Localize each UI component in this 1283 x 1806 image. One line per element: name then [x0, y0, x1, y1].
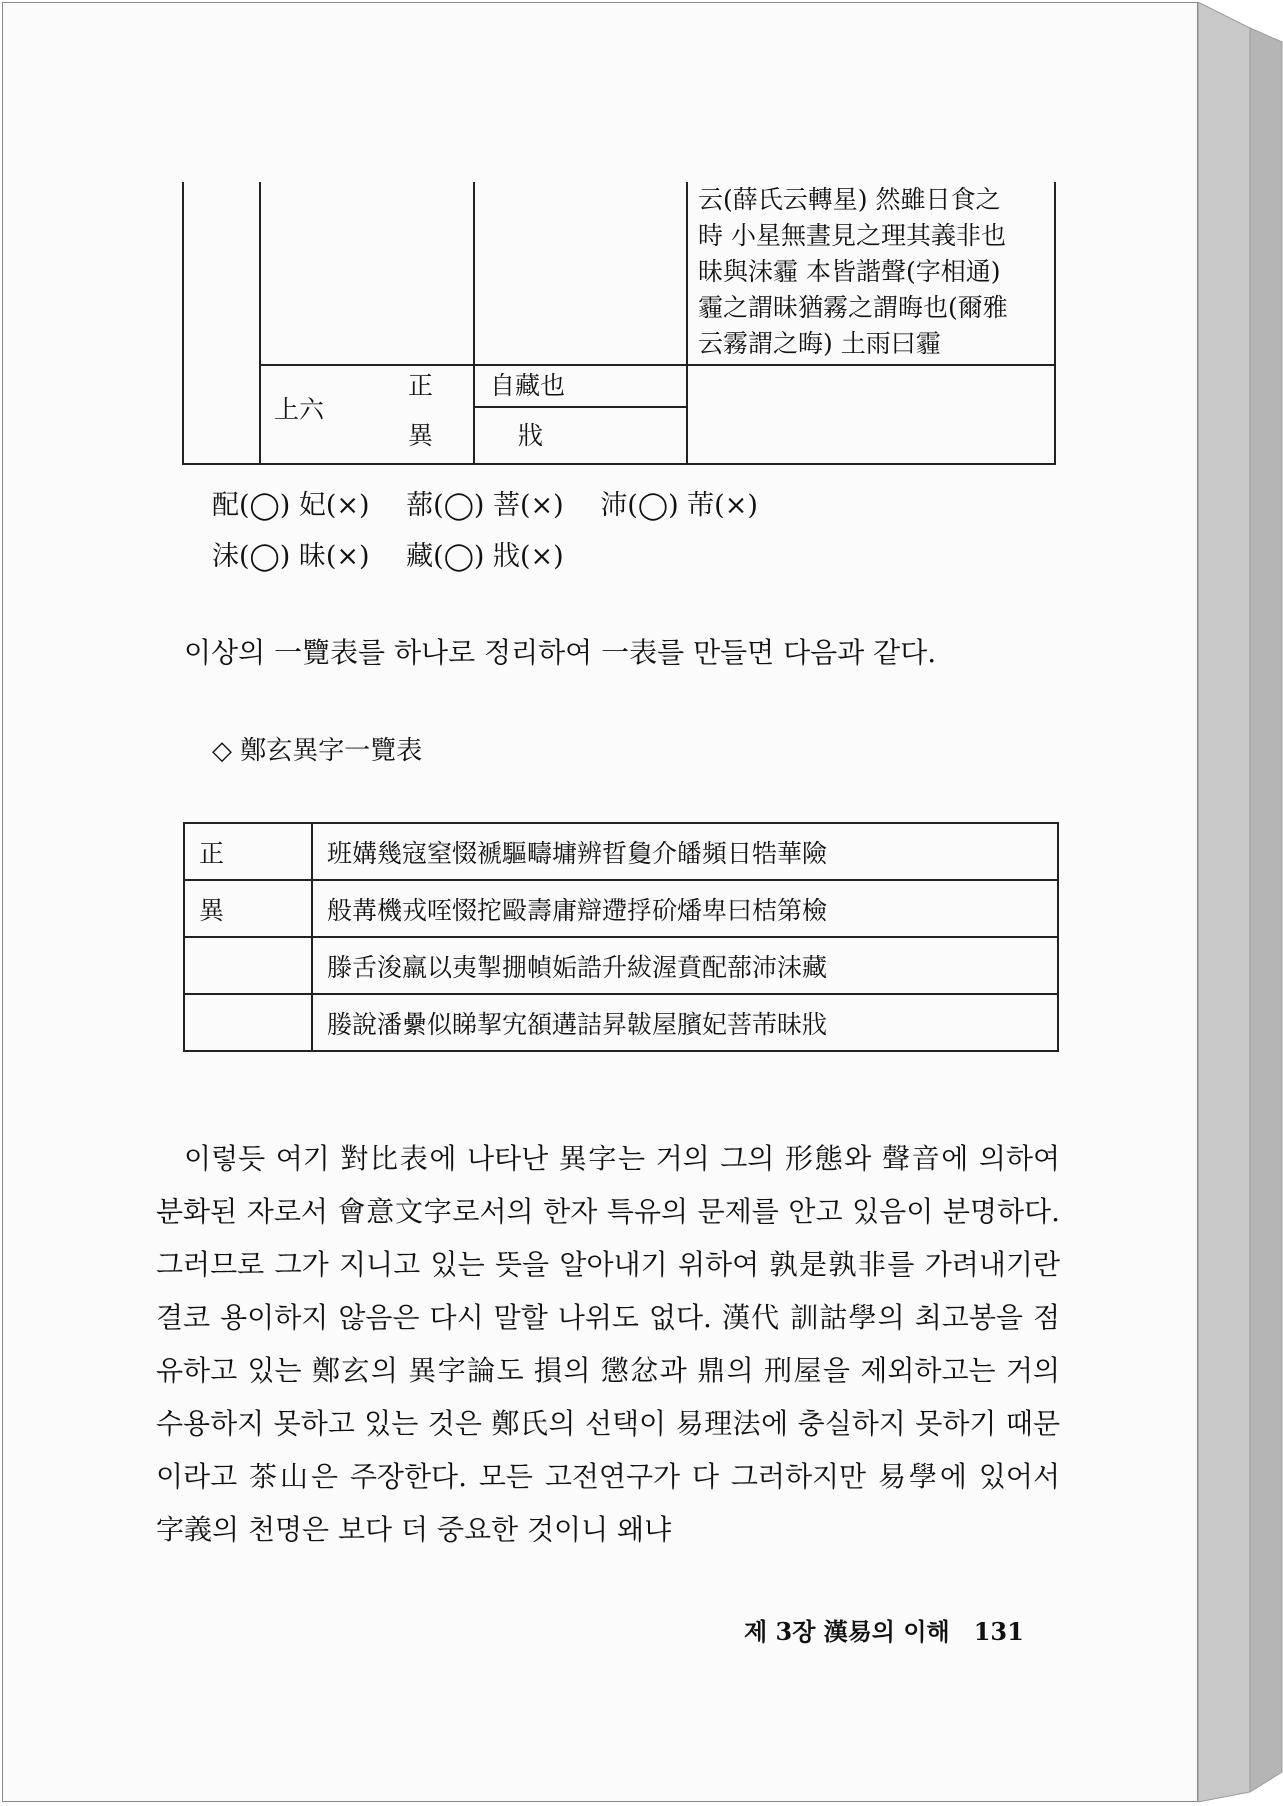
row-chars: 般冓機戎咥惙拕毆壽庸辯遰捊砎燔卑曰桔第檢: [312, 880, 1058, 937]
table-row: [184, 994, 1058, 1051]
correction-marks-line-1: [212, 483, 786, 522]
char-yi: 戕: [518, 421, 544, 450]
annotation-line: 時 小星無晝見之理其義非也: [698, 221, 1006, 250]
page-footer: [744, 1612, 1024, 1647]
variant-character-table: [183, 822, 1059, 1052]
mark: 沛(◯) 芾(×): [600, 490, 758, 521]
page-number: 131: [973, 1617, 1024, 1646]
row-chars: 滕舌浚羸以夷掣掤幀姤誥升紱渥賁配蔀沛沬藏: [312, 937, 1058, 994]
annotation-line: 云(薛氏云轉星) 然雖日食之: [698, 185, 1001, 214]
mark: 蔀(◯) 菩(×): [406, 490, 564, 521]
row-label: 異: [184, 880, 312, 937]
row-chars: 媵說潘纍似睇挈宄頟遘詰昇韍屋臏妃菩芾昧戕: [312, 994, 1058, 1051]
table-heading: ◇ 鄭玄異字一覽表: [212, 736, 423, 766]
row-label: [184, 937, 312, 994]
type-zheng: 正: [408, 371, 434, 400]
table-row: [184, 937, 1058, 994]
char-zheng: 自藏也: [490, 371, 566, 400]
row-label: [184, 994, 312, 1051]
paragraph-intro: 이상의 一覽表를 하나로 정리하여 一表를 만들면 다음과 같다.: [184, 636, 937, 669]
type-yi: 異: [408, 421, 434, 450]
mark: 配(◯) 妃(×): [212, 490, 370, 521]
paragraph-main: 이렇듯 여기 對比表에 나타난 異字는 거의 그의 形態와 聲音에 의하여 분화된 자로서 會意文字로서의 한자 특유의 문제를 안고 있음이 분명하다. 그러므로 그가 지니고 있는 뜻을 알아내기 위하여 孰是孰非를 가려내기란 결코 용이하지 않음은 다시 말할 나위도 없다. 漢代 訓詁學의 최고봉을 점유하고 있는 鄭玄의 異字論도 損의 懲忿과 鼎의 刑屋을 제외하고는 거의 수용하지 못하고 있는 것은 鄭氏의 선택이 易理法에 충실하지 못하기 때문이라고 茶山은 주장한다. 모든 고전연구가 다 그러하지만 易學에 있어서 字義의 천명은 보다 더 중요한 것이니 왜냐: [156, 1142, 1060, 1546]
table-row: [184, 880, 1058, 937]
table-row: [184, 823, 1058, 880]
continuation-table: [182, 182, 1056, 465]
annotation-line: 云霧謂之晦) 土雨曰霾: [698, 329, 941, 358]
annotation-line: 昧與沬霾 本皆諧聲(字相通): [698, 257, 1001, 286]
annotation-line: 霾之謂昧猶霧之謂晦也(爾雅: [698, 293, 1008, 322]
row-label: 上六: [274, 395, 325, 424]
mark: 藏(◯) 戕(×): [406, 541, 564, 572]
row-chars: 班媾幾寇窒惙褫驅疇墉辨晢敻介皤頻日牿華險: [312, 823, 1058, 880]
mark: 沬(◯) 昧(×): [212, 541, 370, 572]
row-label: 正: [184, 823, 312, 880]
chapter-title: 제 3장 漢易의 이해: [744, 1617, 950, 1646]
correction-marks-line-2: [212, 534, 592, 573]
